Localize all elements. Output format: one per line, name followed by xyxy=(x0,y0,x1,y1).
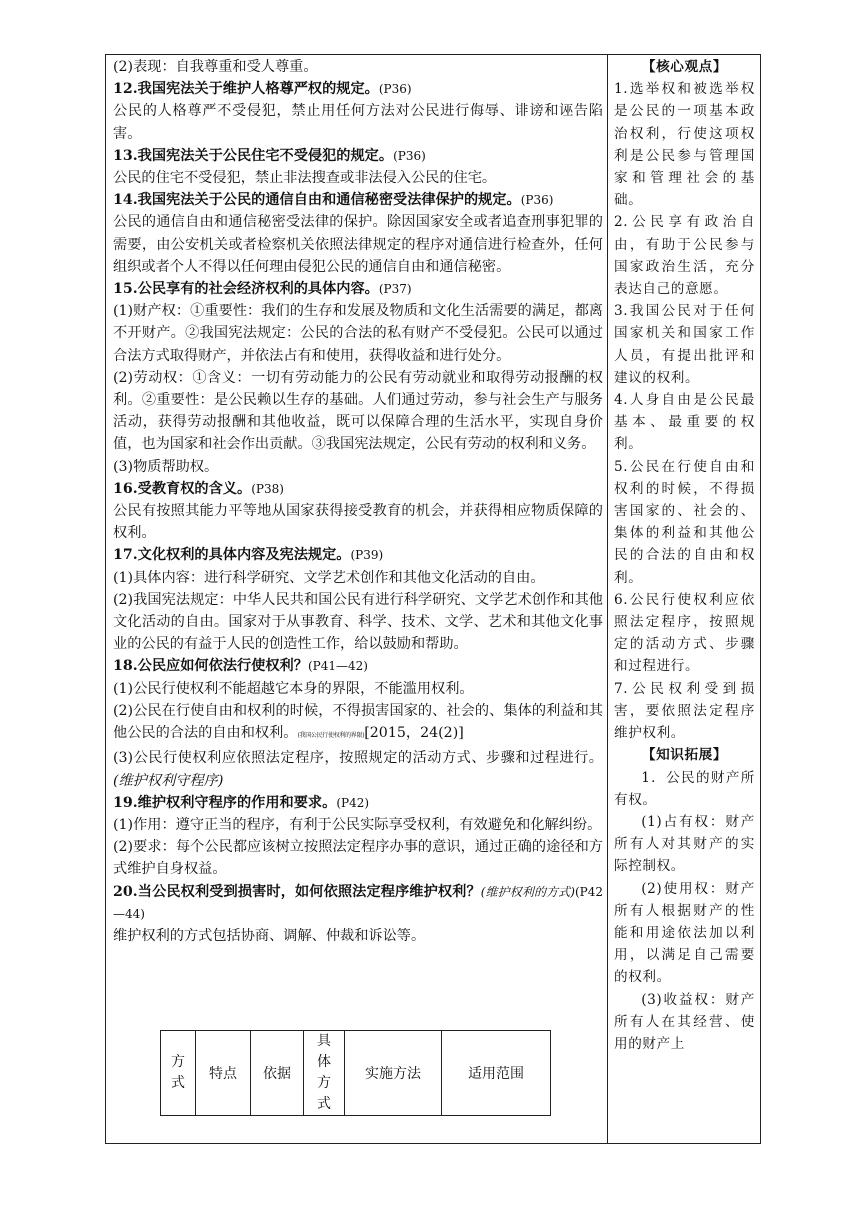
answer-text: (2)公民在行使自由和权利的时候，不得损害国家的、社会的、集体的利益和其他公民的合法的自由和权利。(我国公民行使权利的界限)[2015，24(2)] xyxy=(113,702,603,742)
table-header-cell: 依据 xyxy=(251,1031,304,1116)
answer-text: (2)表现：自我尊重和受人尊重。 xyxy=(113,59,318,75)
question-heading: 16.受教育权的含义。(P38) xyxy=(113,480,284,497)
question-heading: 20.当公民权利受到损害时，如何依照法定程序维护权利？(维护权利的方式)(P42—44) xyxy=(113,883,603,921)
core-point-item: 6.公民行使权利应依照法定程序，按照规定的活动方式、步骤和过程进行。 xyxy=(614,591,755,675)
answer-text: (2)我国宪法规定：中华人民共和国公民有进行科学研究、文学艺术创作和其他文化活动的自由。国家对于从事教育、科学、技术、文学、艺术和其他文化事业的公民的有益于人民的创造性工作，给以鼓励和帮助。 xyxy=(113,591,603,653)
table-header-cell: 实施方法 xyxy=(345,1031,442,1116)
answer-text: 公民的人格尊严不受侵犯，禁止用任何方法对公民进行侮辱、诽谤和诬告陷害。 xyxy=(113,103,603,142)
stacked-header-text: 方 式 xyxy=(171,1054,185,1091)
extension-item: (2)使用权：财产所有人根据财产的性能和用途依法加以利用，以满足自己需要的权利。 xyxy=(614,880,755,986)
answer-text: (3)物质帮助权。 xyxy=(113,458,219,475)
side-column xyxy=(614,56,755,1055)
table-header-cell xyxy=(304,1031,345,1116)
question-heading: 19.维护权利守程序的作用和要求。(P42) xyxy=(113,794,370,811)
stacked-header-text: 具 体 方 式 xyxy=(317,1033,331,1112)
answer-text: (1)具体内容：进行科学研究、文学艺术创作和其他文化活动的自由。 xyxy=(113,569,545,586)
question-heading: 17.文化权利的具体内容及宪法规定。(P39) xyxy=(113,547,384,564)
table-header-cell: 特点 xyxy=(196,1031,251,1116)
column-divider xyxy=(607,54,608,1144)
answer-text: (1)作用：遵守正当的程序，有利于公民实际享受权利，有效避免和化解纠纷。 xyxy=(113,816,602,833)
answer-text: (2)要求：每个公民都应该树立按照法定程序办事的意识，通过正确的途径和方式维护自身权益。 xyxy=(113,839,603,878)
answer-text: 公民的通信自由和通信秘密受法律的保护。除因国家安全或者追查刑事犯罪的需要，由公安机关或者检察机关依照法律规定的程序对通信进行检查外，任何组织或者个人不得以任何理由侵犯公民的通信自由和通信秘密。 xyxy=(113,214,603,275)
table-header-cell xyxy=(161,1031,196,1116)
extension-item: (1)占有权：财产所有人对其财产的实际控制权。 xyxy=(614,813,755,875)
question-heading: 18.公民应如何依法行使权利？(P41—42) xyxy=(113,658,368,675)
extension-item: (3)收益权：财产所有人在其经营、使用的财产上 xyxy=(614,991,755,1052)
question-heading: 13.我国宪法关于公民住宅不受侵犯的规定。(P36) xyxy=(113,147,426,164)
table-header-cell: 适用范围 xyxy=(442,1031,551,1116)
answer-text: (1)公民行使权利不能超越它本身的界限，不能滥用权利。 xyxy=(113,680,474,697)
answer-text: (2)劳动权：①含义：一切有劳动能力的公民有劳动就业和取得劳动报酬的权利。②重要性：是公民赖以生存的基础。人们通过劳动，参与社会生产与服务活动，获得劳动报酬和其他收益，既可以保障合理的生活水平，实现自身价值，也为国家和社会作出贡献。③我国宪法规定，公民有劳动的权利和义务。 xyxy=(113,369,603,453)
answer-text: (1)财产权：①重要性：我们的生存和发展及物质和文化生活需要的满足，都离不开财产。②我国宪法规定：公民的合法的私有财产不受侵犯。公民可以通过合法方式取得财产，并依法占有和使用，获得收益和进行处分。 xyxy=(113,303,603,364)
core-point-item: 1.选举权和被选举权是公民的一项基本政治权利，行使这项权利是公民参与管理国家和管理社会的基础。 xyxy=(614,81,755,209)
main-column xyxy=(113,56,603,947)
core-point-item: 3.我国公民对于任何国家机关和国家工作人员，有提出批评和建议的权利。 xyxy=(614,303,755,386)
knowledge-extension-heading: 【知识拓展】 xyxy=(641,747,728,764)
core-point-item: 2.公民享有政治自由，有助于公民参与国家政治生活，充分表达自己的意愿。 xyxy=(614,214,755,298)
extension-item: 1．公民的财产所有权。 xyxy=(614,769,755,808)
core-point-item: 4.人身自由是公民最基本、最重要的权利。 xyxy=(614,392,755,453)
question-heading: 14.我国宪法关于公民的通信自由和通信秘密受法律保护的规定。(P36) xyxy=(113,192,554,209)
answer-text: 维护权利的方式包括协商、调解、仲裁和诉讼等。 xyxy=(113,927,426,944)
core-point-item: 5.公民在行使自由和权利的时候，不得损害国家的、社会的、集体的利益和其他公民的合法的自由和权利。 xyxy=(614,458,755,586)
question-heading: 12.我国宪法关于维护人格尊严权的规定。(P36) xyxy=(113,81,412,98)
core-points-heading: 【核心观点】 xyxy=(641,59,728,75)
core-point-item: 7.公民权利受到损害，要依照法定程序维护权利。 xyxy=(614,680,755,742)
answer-text: 公民的住宅不受侵犯，禁止非法搜查或非法侵入公民的住宅。 xyxy=(113,170,497,187)
answer-text: 公民有按照其能力平等地从国家获得接受教育的机会，并获得相应物质保障的权利。 xyxy=(113,503,603,542)
rights-methods-table xyxy=(160,1030,551,1116)
answer-text: (3)公民行使权利应依照法定程序，按照规定的活动方式、步骤和过程进行。(维护权利守程序) xyxy=(113,750,603,789)
question-heading: 15.公民享有的社会经济权利的具体内容。(P37) xyxy=(113,281,412,298)
